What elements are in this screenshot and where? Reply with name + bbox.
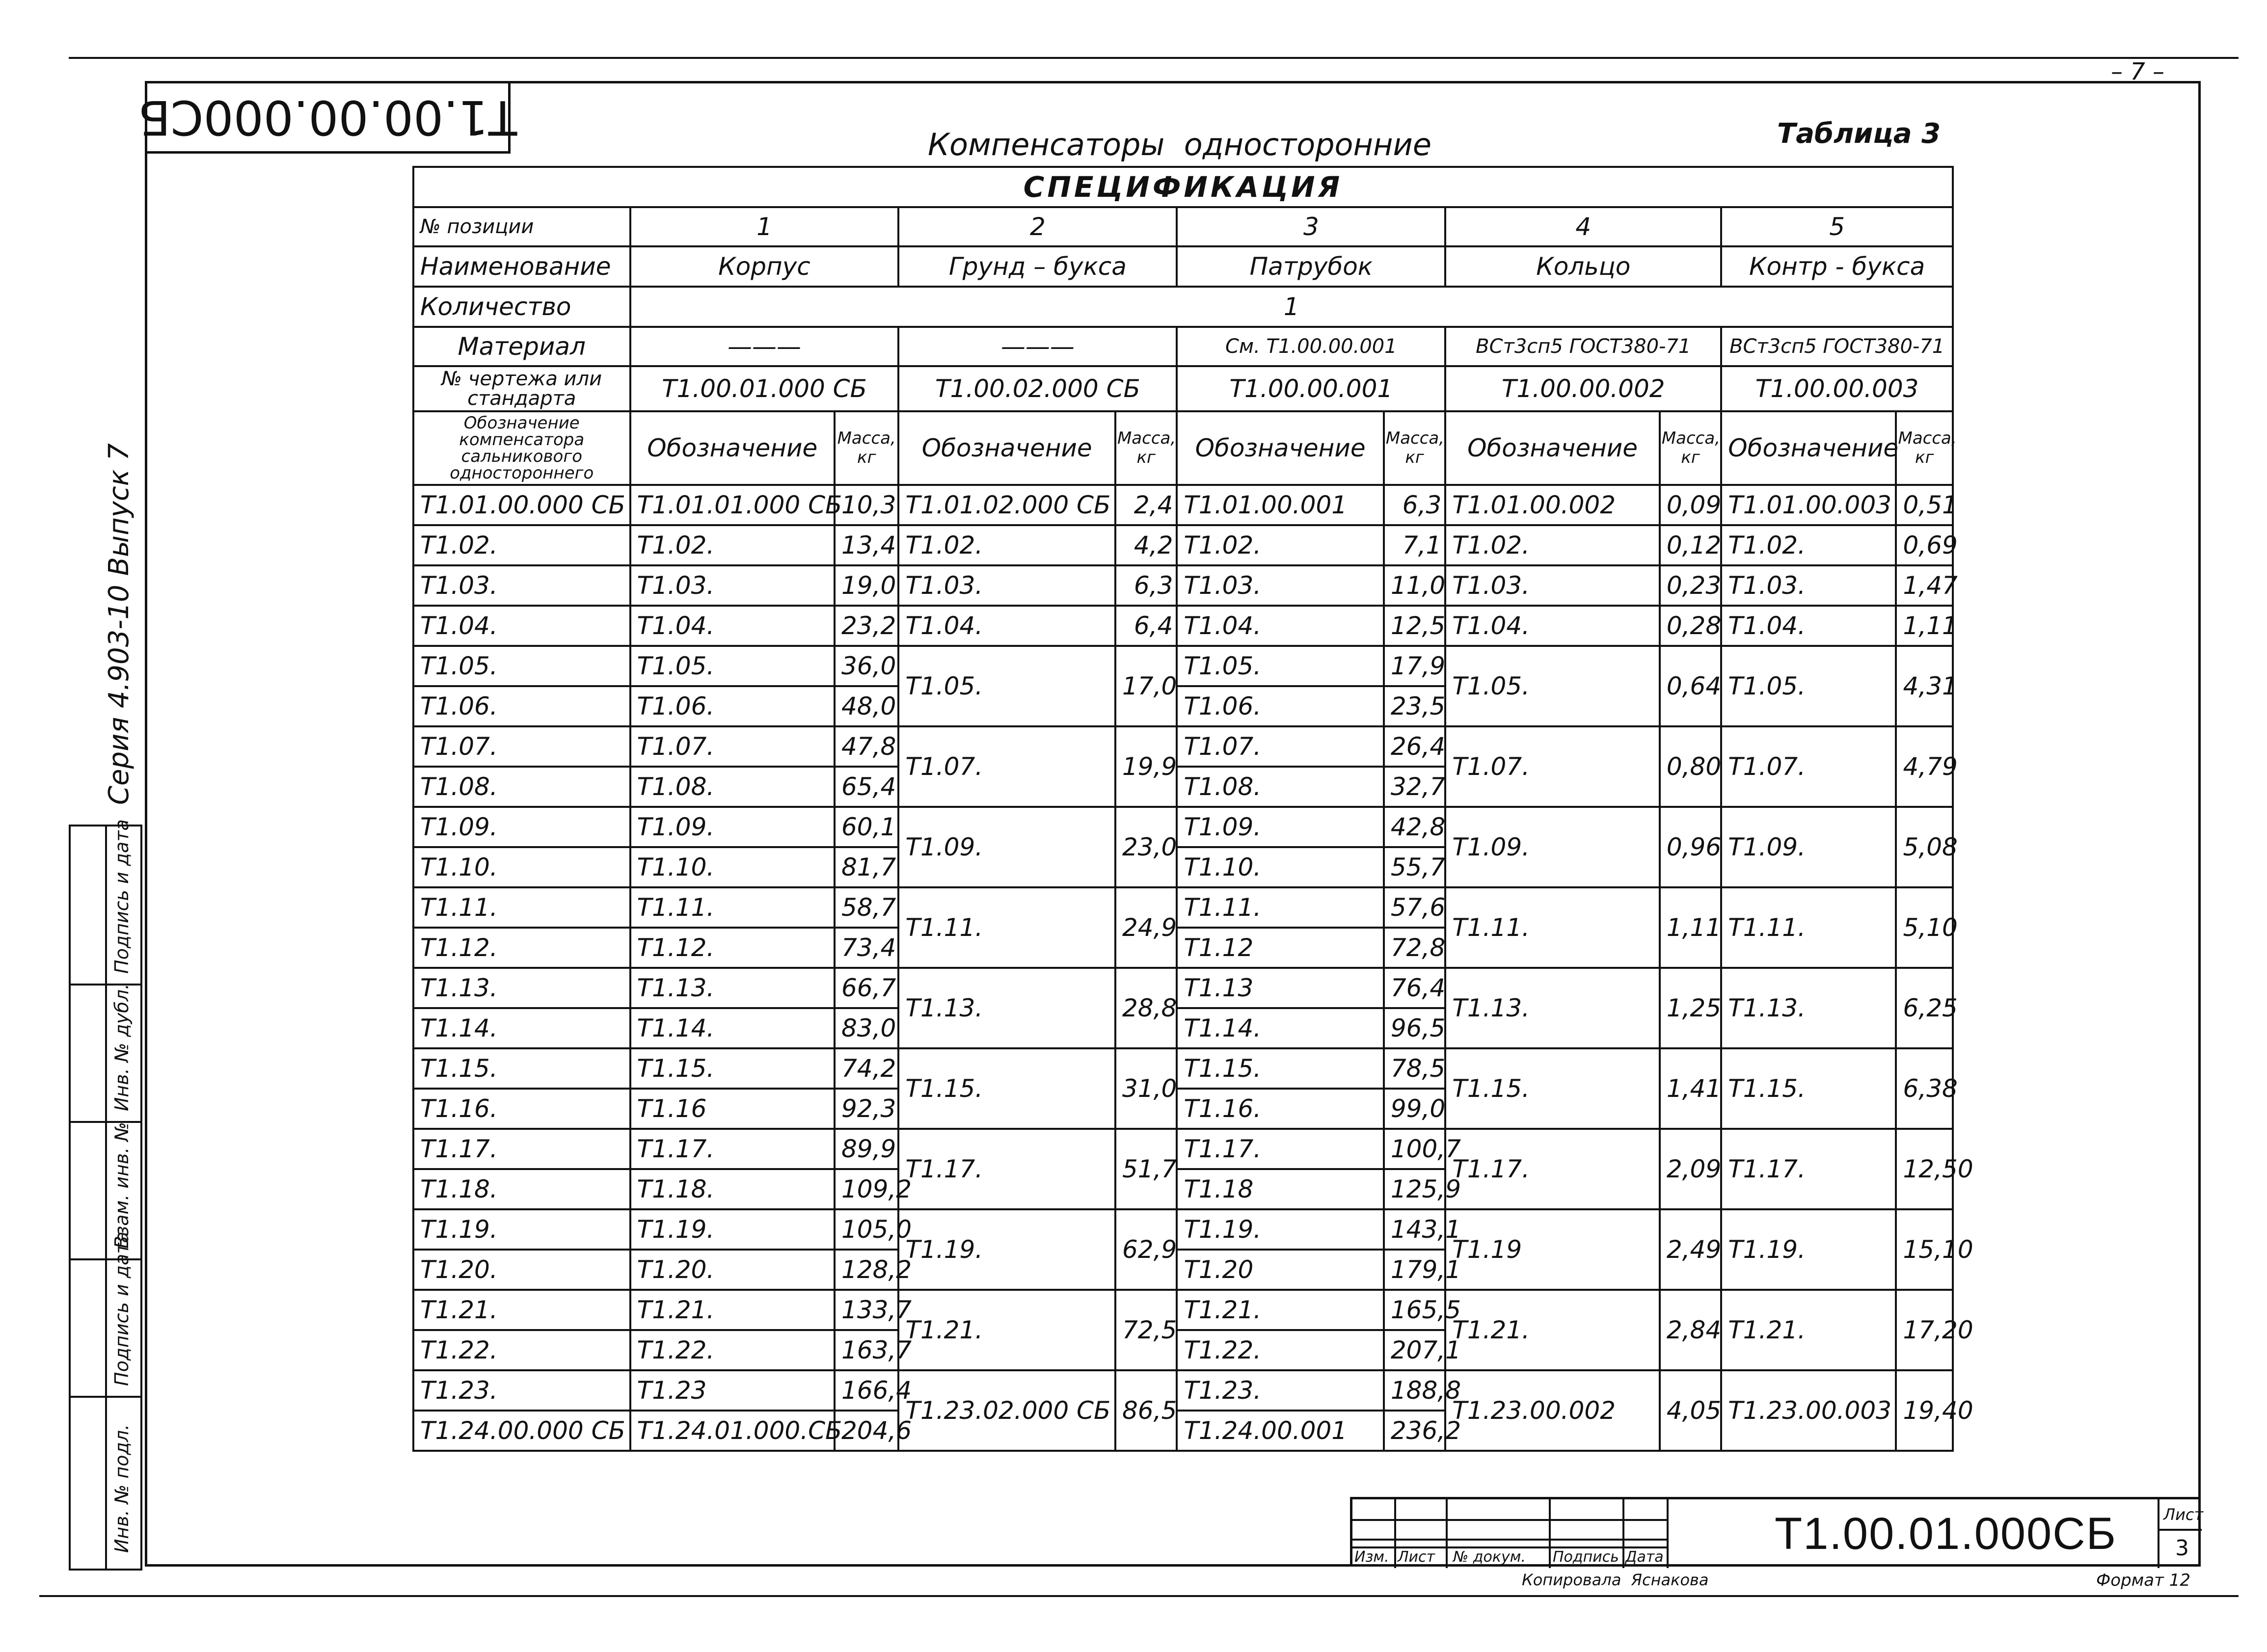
mass-cell: 109,2	[835, 1169, 898, 1209]
mass-cell: 23,0	[1115, 807, 1177, 887]
position-num-3: 3	[1177, 207, 1445, 246]
series-text: Серия 4.903-10 Выпуск 7	[103, 443, 135, 805]
side-field-0: Подпись и дата	[111, 819, 133, 974]
mass-cell: 65,4	[835, 767, 898, 807]
designation-cell: Т1.07.	[1445, 726, 1660, 807]
designation-cell: Т1.19.	[898, 1209, 1115, 1290]
designation-cell: Т1.07.	[1177, 726, 1383, 767]
doc-code: Т1.00.01.000СБ	[1775, 1509, 2117, 1559]
designation-cell: Т1.12	[1177, 928, 1383, 968]
mass-cell: 5,08	[1896, 807, 1953, 887]
mass-cell: 74,2	[835, 1048, 898, 1089]
drawing-label: № чертежа или стандарта	[413, 366, 630, 411]
copied-by: Копировала Яснакова	[1522, 1571, 1709, 1589]
col-designation-1: Обозначение	[630, 411, 835, 485]
designation-cell: Т1.01.02.000 СБ	[898, 485, 1115, 525]
col-designation-3: Обозначение	[1177, 411, 1383, 485]
mass-cell: 81,7	[835, 847, 898, 887]
page-title: Компенсаторы односторонние	[928, 127, 1431, 162]
table-row	[413, 887, 1953, 928]
name-2: Грунд – букса	[898, 246, 1177, 287]
mass-cell: 32,7	[1384, 767, 1445, 807]
mass-cell: 128,2	[835, 1250, 898, 1290]
designation-cell: Т1.21.	[413, 1290, 630, 1330]
mass-cell: 86,5	[1115, 1370, 1177, 1451]
designation-cell: Т1.05.	[1721, 646, 1896, 726]
sheet-number: 3	[2175, 1536, 2189, 1561]
designation-cell: Т1.15.	[1177, 1048, 1383, 1089]
mass-cell: 48,0	[835, 686, 898, 726]
mass-cell: 0,28	[1660, 606, 1721, 646]
format-label: Формат 12	[2096, 1571, 2191, 1590]
sheet-top-number: – 7 –	[2111, 58, 2165, 85]
mass-cell: 58,7	[835, 887, 898, 928]
mass-cell: 204,6	[835, 1411, 898, 1451]
designation-cell: Т1.20	[1177, 1250, 1383, 1290]
bottom-frame-line	[39, 1595, 2239, 1597]
designation-cell: Т1.13.	[1445, 968, 1660, 1048]
column-header-row	[413, 411, 1953, 485]
designation-cell: Т1.18	[1177, 1169, 1383, 1209]
mass-cell: 76,4	[1384, 968, 1445, 1008]
designation-cell: Т1.13.	[898, 968, 1115, 1048]
designation-cell: Т1.02.	[1721, 525, 1896, 565]
table-label: Таблица 3	[1777, 118, 1941, 150]
designation-cell: Т1.08.	[630, 767, 835, 807]
designation-cell: Т1.23.00.002	[1445, 1370, 1660, 1451]
designation-cell: Т1.24.00.000 СБ	[413, 1411, 630, 1451]
position-num-1: 1	[630, 207, 899, 246]
designation-cell: Т1.23.	[413, 1370, 630, 1411]
designation-cell: Т1.07.	[1721, 726, 1896, 807]
name-row	[413, 246, 1953, 287]
mass-cell: 24,9	[1115, 887, 1177, 968]
tb-label-izm: Изм.	[1354, 1548, 1389, 1566]
tb-label-doc: № докум.	[1453, 1548, 1526, 1566]
drawing-5: Т1.00.00.003	[1721, 366, 1953, 411]
material-4: ВСт3сп5 ГОСТ380-71	[1445, 327, 1721, 366]
name-1: Корпус	[630, 246, 899, 287]
inverted-stamp-text: Т1.00.00.000СБ	[138, 90, 517, 145]
mass-cell: 89,9	[835, 1129, 898, 1169]
designation-cell: Т1.07.	[630, 726, 835, 767]
mass-cell: 6,4	[1115, 606, 1177, 646]
designation-cell: Т1.16	[630, 1089, 835, 1129]
mass-cell: 125,9	[1384, 1169, 1445, 1209]
designation-cell: Т1.21.	[898, 1290, 1115, 1370]
inverted-stamp-box	[138, 81, 517, 154]
designation-cell: Т1.07.	[898, 726, 1115, 807]
mass-cell: 55,7	[1384, 847, 1445, 887]
mass-cell: 179,1	[1384, 1250, 1445, 1290]
designation-cell: Т1.11.	[1445, 887, 1660, 968]
mass-cell: 62,9	[1115, 1209, 1177, 1290]
designation-cell: Т1.10.	[1177, 847, 1383, 887]
designation-cell: Т1.22.	[1177, 1330, 1383, 1370]
designation-cell: Т1.02.	[413, 525, 630, 565]
mass-cell: 0,51	[1896, 485, 1953, 525]
designation-cell: Т1.04.	[1721, 606, 1896, 646]
drawing-3: Т1.00.00.001	[1177, 366, 1445, 411]
designation-cell: Т1.11.	[1177, 887, 1383, 928]
designation-cell: Т1.01.00.001	[1177, 485, 1383, 525]
name-3: Патрубок	[1177, 246, 1445, 287]
designation-cell: Т1.08.	[1177, 767, 1383, 807]
position-num-5: 5	[1721, 207, 1953, 246]
designation-cell: Т1.03.	[1445, 565, 1660, 606]
designation-cell: Т1.09.	[1445, 807, 1660, 887]
designation-cell: Т1.02.	[898, 525, 1115, 565]
material-5: ВСт3сп5 ГОСТ380-71	[1721, 327, 1953, 366]
designation-cell: Т1.13.	[1721, 968, 1896, 1048]
mass-cell: 36,0	[835, 646, 898, 686]
tb-label-list: Лист	[1398, 1548, 1435, 1566]
designation-cell: Т1.10.	[630, 847, 835, 887]
designation-cell: Т1.03.	[413, 565, 630, 606]
col-mass-2: Масса, кг	[1115, 411, 1177, 485]
material-label: Материал	[413, 327, 630, 366]
designation-cell: Т1.17.	[1721, 1129, 1896, 1209]
designation-cell: Т1.05.	[898, 646, 1115, 726]
mass-cell: 0,80	[1660, 726, 1721, 807]
mass-cell: 165,5	[1384, 1290, 1445, 1330]
table-row	[413, 606, 1953, 646]
mass-cell: 0,23	[1660, 565, 1721, 606]
mass-cell: 13,4	[835, 525, 898, 565]
mass-cell: 11,0	[1384, 565, 1445, 606]
designation-cell: Т1.13.	[413, 968, 630, 1008]
table-row	[413, 646, 1953, 686]
designation-cell: Т1.24.01.000.СБ	[630, 1411, 835, 1451]
mass-cell: 19,40	[1896, 1370, 1953, 1451]
designation-cell: Т1.03.	[898, 565, 1115, 606]
designation-cell: Т1.22.	[630, 1330, 835, 1370]
table-row	[413, 1290, 1953, 1330]
designation-cell: Т1.19	[1445, 1209, 1660, 1290]
designation-cell: Т1.17.	[1445, 1129, 1660, 1209]
mass-cell: 2,84	[1660, 1290, 1721, 1370]
col-designation-2: Обозначение	[898, 411, 1115, 485]
designation-cell: Т1.16.	[1177, 1089, 1383, 1129]
col-mass-4: Масса, кг	[1660, 411, 1721, 485]
designation-cell: Т1.02.	[1445, 525, 1660, 565]
designation-cell: Т1.22.	[413, 1330, 630, 1370]
designation-cell: Т1.09.	[1177, 807, 1383, 847]
sheet-label: Лист	[2163, 1505, 2204, 1524]
mass-cell: 2,09	[1660, 1129, 1721, 1209]
mass-cell: 1,41	[1660, 1048, 1721, 1129]
designation-cell: Т1.06.	[413, 686, 630, 726]
quantity-label: Количество	[413, 287, 630, 327]
designation-cell: Т1.21.	[1177, 1290, 1383, 1330]
designation-cell: Т1.01.00.002	[1445, 485, 1660, 525]
mass-cell: 99,0	[1384, 1089, 1445, 1129]
mass-cell: 133,7	[835, 1290, 898, 1330]
position-label: № позиции	[413, 207, 630, 246]
designation-cell: Т1.14.	[630, 1008, 835, 1048]
drawing-4: Т1.00.00.002	[1445, 366, 1721, 411]
designation-cell: Т1.10.	[413, 847, 630, 887]
top-frame-line	[69, 57, 2239, 59]
mass-cell: 72,5	[1115, 1290, 1177, 1370]
designation-cell: Т1.19.	[1177, 1209, 1383, 1250]
designation-cell: Т1.23.00.003	[1721, 1370, 1896, 1451]
designation-cell: Т1.23	[630, 1370, 835, 1411]
mass-cell: 60,1	[835, 807, 898, 847]
mass-cell: 0,64	[1660, 646, 1721, 726]
side-fields-strip	[69, 819, 142, 1571]
designation-cell: Т1.05.	[1177, 646, 1383, 686]
mass-cell: 188,8	[1384, 1370, 1445, 1411]
side-field-4: Инв. № подл.	[111, 1424, 133, 1553]
mass-cell: 66,7	[835, 968, 898, 1008]
mass-cell: 26,4	[1384, 726, 1445, 767]
mass-cell: 0,09	[1660, 485, 1721, 525]
designation-cell: Т1.01.00.003	[1721, 485, 1896, 525]
side-field-1: Инв. № дубл.	[111, 984, 133, 1111]
table-row	[413, 726, 1953, 767]
mass-cell: 4,05	[1660, 1370, 1721, 1451]
mass-cell: 7,1	[1384, 525, 1445, 565]
mass-cell: 1,47	[1896, 565, 1953, 606]
mass-cell: 17,9	[1384, 646, 1445, 686]
mass-cell: 2,4	[1115, 485, 1177, 525]
table-row	[413, 1048, 1953, 1089]
designation-cell: Т1.17.	[413, 1129, 630, 1169]
table-row	[413, 1209, 1953, 1250]
mass-cell: 47,8	[835, 726, 898, 767]
mass-cell: 17,20	[1896, 1290, 1953, 1370]
designation-cell: Т1.13.	[630, 968, 835, 1008]
mass-cell: 4,2	[1115, 525, 1177, 565]
drawing-1: Т1.00.01.000 СБ	[630, 366, 899, 411]
name-label: Наименование	[413, 246, 630, 287]
col-mass-3: Масса, кг	[1384, 411, 1445, 485]
mass-cell: 72,8	[1384, 928, 1445, 968]
designation-cell: Т1.15.	[413, 1048, 630, 1089]
mass-cell: 78,5	[1384, 1048, 1445, 1089]
designation-cell: Т1.21.	[1721, 1290, 1896, 1370]
mass-cell: 57,6	[1384, 887, 1445, 928]
mass-cell: 207,1	[1384, 1330, 1445, 1370]
mass-cell: 5,10	[1896, 887, 1953, 968]
mass-cell: 73,4	[835, 928, 898, 968]
mass-cell: 6,25	[1896, 968, 1953, 1048]
col-mass-5: Масса, кг	[1896, 411, 1953, 485]
tb-label-date: Дата	[1625, 1548, 1664, 1566]
designation-cell: Т1.15.	[1721, 1048, 1896, 1129]
position-num-4: 4	[1445, 207, 1721, 246]
mass-cell: 0,12	[1660, 525, 1721, 565]
designation-cell: Т1.04.	[630, 606, 835, 646]
mass-cell: 0,69	[1896, 525, 1953, 565]
mass-cell: 42,8	[1384, 807, 1445, 847]
designation-cell: Т1.09.	[630, 807, 835, 847]
side-field-3: Подпись и дата	[111, 1231, 133, 1386]
designation-cell: Т1.01.01.000 СБ	[630, 485, 835, 525]
designation-cell: Т1.11.	[898, 887, 1115, 968]
table-row	[413, 1129, 1953, 1169]
mass-cell: 4,31	[1896, 646, 1953, 726]
mass-cell: 15,10	[1896, 1209, 1953, 1290]
position-num-2: 2	[898, 207, 1177, 246]
mass-cell: 83,0	[835, 1008, 898, 1048]
table-row	[413, 565, 1953, 606]
drawing-row	[413, 366, 1953, 411]
mass-cell: 12,5	[1384, 606, 1445, 646]
designation-cell: Т1.03.	[1177, 565, 1383, 606]
designation-cell: Т1.01.00.000 СБ	[413, 485, 630, 525]
name-5: Контр - букса	[1721, 246, 1953, 287]
designation-cell: Т1.21.	[1445, 1290, 1660, 1370]
mass-cell: 166,4	[835, 1370, 898, 1411]
designation-cell: Т1.11.	[1721, 887, 1896, 968]
designation-cell: Т1.02.	[630, 525, 835, 565]
table-row	[413, 485, 1953, 525]
mass-cell: 51,7	[1115, 1129, 1177, 1209]
table-row	[413, 968, 1953, 1008]
designation-cell: Т1.06.	[1177, 686, 1383, 726]
mass-cell: 92,3	[835, 1089, 898, 1129]
designation-cell: Т1.13	[1177, 968, 1383, 1008]
designation-cell: Т1.04.	[413, 606, 630, 646]
mass-cell: 105,0	[835, 1209, 898, 1250]
designation-cell: Т1.04.	[1177, 606, 1383, 646]
mass-cell: 6,3	[1384, 485, 1445, 525]
mass-cell: 28,8	[1115, 968, 1177, 1048]
material-1: ———	[630, 327, 899, 366]
col-designation-4: Обозначение	[1445, 411, 1660, 485]
mass-cell: 0,96	[1660, 807, 1721, 887]
designation-cell: Т1.06.	[630, 686, 835, 726]
table-row	[413, 807, 1953, 847]
specification-table	[412, 166, 1973, 1452]
designation-cell: Т1.12.	[630, 928, 835, 968]
mass-cell: 6,38	[1896, 1048, 1953, 1129]
side-field-2: Взам. инв. №	[111, 1121, 133, 1249]
mass-cell: 23,5	[1384, 686, 1445, 726]
mass-cell: 23,2	[835, 606, 898, 646]
mass-cell: 2,49	[1660, 1209, 1721, 1290]
quantity-value: 1	[630, 287, 1953, 327]
col-mass-1: Масса, кг	[835, 411, 898, 485]
designation-cell: Т1.09.	[898, 807, 1115, 887]
designation-cell: Т1.17.	[898, 1129, 1115, 1209]
mass-cell: 1,11	[1660, 887, 1721, 968]
mass-cell: 17,0	[1115, 646, 1177, 726]
designation-cell: Т1.18.	[413, 1169, 630, 1209]
title-block	[1350, 1497, 2204, 1567]
designation-cell: Т1.18.	[630, 1169, 835, 1209]
mass-cell: 19,9	[1115, 726, 1177, 807]
designation-cell: Т1.03.	[630, 565, 835, 606]
designation-cell: Т1.11.	[630, 887, 835, 928]
designation-cell: Т1.14.	[413, 1008, 630, 1048]
designation-cell: Т1.04.	[898, 606, 1115, 646]
designation-cell: Т1.11.	[413, 887, 630, 928]
designation-cell: Т1.15.	[630, 1048, 835, 1089]
designation-cell: Т1.09.	[1721, 807, 1896, 887]
designation-cell: Т1.20.	[413, 1250, 630, 1290]
mass-cell: 10,3	[835, 485, 898, 525]
designation-cell: Т1.19.	[630, 1209, 835, 1250]
quantity-row	[413, 287, 1953, 327]
designation-cell: Т1.14.	[1177, 1008, 1383, 1048]
mass-cell: 236,2	[1384, 1411, 1445, 1451]
mass-cell: 163,7	[835, 1330, 898, 1370]
designation-cell: Т1.16.	[413, 1089, 630, 1129]
designation-cell: Т1.15.	[1445, 1048, 1660, 1129]
designation-cell: Т1.23.02.000 СБ	[898, 1370, 1115, 1451]
designation-cell: Т1.05.	[413, 646, 630, 686]
designation-cell: Т1.05.	[1445, 646, 1660, 726]
table-row	[413, 1370, 1953, 1411]
designation-cell: Т1.03.	[1721, 565, 1896, 606]
mass-cell: 19,0	[835, 565, 898, 606]
designation-cell: Т1.02.	[1177, 525, 1383, 565]
designation-cell: Т1.09.	[413, 807, 630, 847]
designation-cell: Т1.07.	[413, 726, 630, 767]
designation-cell: Т1.20.	[630, 1250, 835, 1290]
mass-cell: 143,1	[1384, 1209, 1445, 1250]
designation-label: Обозначение компенсатора сальникового одностороннего	[413, 411, 630, 485]
designation-cell: Т1.12.	[413, 928, 630, 968]
mass-cell: 6,3	[1115, 565, 1177, 606]
designation-cell: Т1.08.	[413, 767, 630, 807]
name-4: Кольцо	[1445, 246, 1721, 287]
mass-cell: 1,11	[1896, 606, 1953, 646]
col-designation-5: Обозначение	[1721, 411, 1896, 485]
designation-cell: Т1.05.	[630, 646, 835, 686]
designation-cell: Т1.19.	[413, 1209, 630, 1250]
mass-cell: 12,50	[1896, 1129, 1953, 1209]
spec-heading: СПЕЦИФИКАЦИЯ	[413, 167, 1953, 207]
mass-cell: 31,0	[1115, 1048, 1177, 1129]
material-3: См. Т1.00.00.001	[1177, 327, 1445, 366]
material-row	[413, 327, 1953, 366]
material-2: ———	[898, 327, 1177, 366]
mass-cell: 96,5	[1384, 1008, 1445, 1048]
mass-cell: 4,79	[1896, 726, 1953, 807]
tb-label-sign: Подпись	[1553, 1548, 1619, 1566]
designation-cell: Т1.24.00.001	[1177, 1411, 1383, 1451]
designation-cell: Т1.21.	[630, 1290, 835, 1330]
designation-cell: Т1.23.	[1177, 1370, 1383, 1411]
drawing-2: Т1.00.02.000 СБ	[898, 366, 1177, 411]
mass-cell: 100,7	[1384, 1129, 1445, 1169]
designation-cell: Т1.17.	[630, 1129, 835, 1169]
mass-cell: 1,25	[1660, 968, 1721, 1048]
designation-cell: Т1.15.	[898, 1048, 1115, 1129]
designation-cell: Т1.17.	[1177, 1129, 1383, 1169]
table-row	[413, 525, 1953, 565]
position-row	[413, 207, 1953, 246]
designation-cell: Т1.04.	[1445, 606, 1660, 646]
designation-cell: Т1.19.	[1721, 1209, 1896, 1290]
